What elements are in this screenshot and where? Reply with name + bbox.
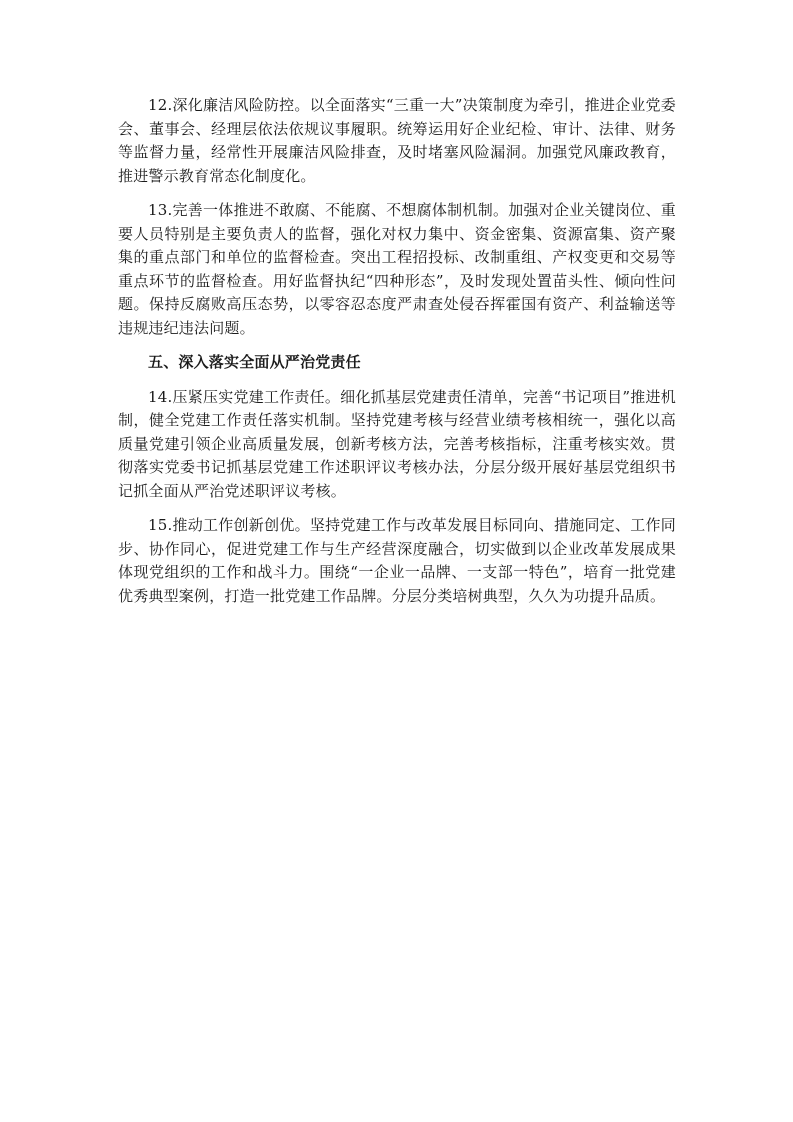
section-heading: 五、深入落实全面从严治党责任 <box>148 353 361 371</box>
paragraph-15: 15.推动工作创新创优。坚持党建工作与改革发展目标同向、措施同定、工作同步、协作同心，促进党建工作与生产经营深度融合，切实做到以企业改革发展成果体现党组织的工作和战斗力。围绕“一企业一品牌、一支部一特色”，培育一批党建优秀典型案例，打造一批党建工作品牌。分层分类培树典型，久久为功提升品质。 <box>118 516 676 605</box>
document-body <box>118 94 676 619</box>
paragraph-12: 12.深化廉洁风险防控。以全面落实“三重一大”决策制度为牵引，推进企业党委会、董事会、经理层依法依规议事履职。统筹运用好企业纪检、审计、法律、财务等监督力量，经常性开展廉洁风险排查，及时堵塞风险漏洞。加强党风廉政教育，推进警示教育常态化制度化。 <box>118 96 676 185</box>
paragraph-13: 13.完善一体推进不敢腐、不能腐、不想腐体制机制。加强对企业关键岗位、重要人员特别是主要负责人的监督，强化对权力集中、资金密集、资源富集、资产聚集的重点部门和单位的监督检查。突出工程招投标、改制重组、产权变更和交易等重点环节的监督检查。用好监督执纪“四种形态”，及时发现处置苗头性、倾向性问题。保持反腐败高压态势，以零容忍态度严肃查处侵吞挥霍国有资产、利益输送等违规违纪违法问题。 <box>118 201 676 337</box>
paragraph-14: 14.压紧压实党建工作责任。细化抓基层党建责任清单，完善“书记项目”推进机制，健全党建工作责任落实机制。坚持党建考核与经营业绩考核相统一，强化以高质量党建引领企业高质量发展，创新考核方法，完善考核指标，注重考核实效。贯彻落实党委书记抓基层党建工作述职评议考核办法，分层分级开展好基层党组织书记抓全面从严治党述职评议考核。 <box>118 387 676 500</box>
